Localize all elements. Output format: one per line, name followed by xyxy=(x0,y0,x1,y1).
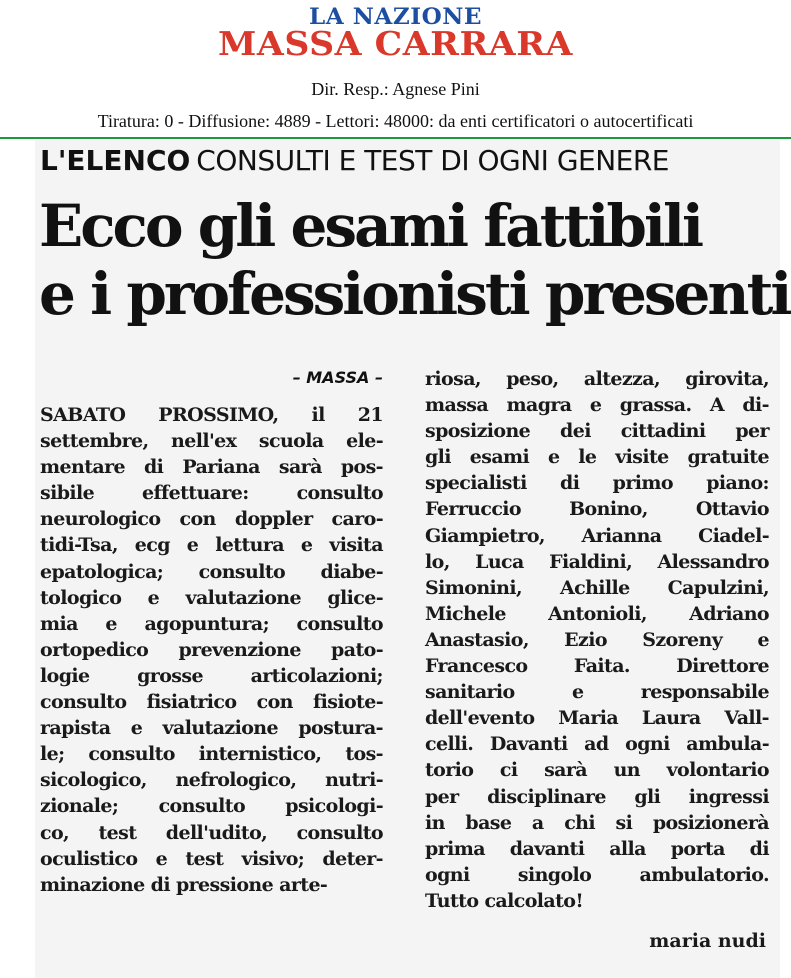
body-line: ogni singolo ambulatorio. xyxy=(425,863,769,886)
director-line: Dir. Resp.: Agnese Pini xyxy=(311,79,480,99)
body-line: oculistico e test visivo; deter- xyxy=(40,847,383,870)
body-line: tidi-Tsa, ecg e lettura e visita xyxy=(40,534,383,557)
headline-line: e i professionisti presenti xyxy=(39,260,790,328)
body-line: dell'evento Maria Laura Vall- xyxy=(425,707,769,730)
body-line: logie grosse articolazioni; xyxy=(40,664,383,687)
body-line: specialisti di primo piano: xyxy=(425,472,769,495)
body-line: zionale; consulto psicologi- xyxy=(40,795,383,818)
body-line: sposizione dei cittadini per xyxy=(425,420,769,443)
body-line: sibile effettuare: consulto xyxy=(40,482,383,505)
body-column-left xyxy=(40,402,383,898)
body-line: ortopedico prevenzione pato- xyxy=(40,638,383,661)
body-line: in base a chi si posizionerà xyxy=(425,811,769,834)
body-line: prima davanti alla porta di xyxy=(425,837,769,860)
circulation-line: Tiratura: 0 - Diffusione: 4889 - Lettori: 48000: da enti certificatori o autocertificati xyxy=(97,111,694,131)
body-line: gli esami e le visite gratuite xyxy=(425,446,769,469)
green-rule xyxy=(0,137,791,139)
body-line: Tutto calcolato! xyxy=(425,889,584,912)
body-line: Michele Antonioli, Adriano xyxy=(425,602,769,625)
article-kicker xyxy=(40,144,669,177)
body-line: Anastasio, Ezio Szoreny e xyxy=(425,628,769,651)
body-line: settembre, nell'ex scuola ele- xyxy=(40,430,383,453)
body-line: neurologico con doppler caro- xyxy=(40,508,383,531)
body-line: torio ci sarà un volontario xyxy=(425,759,769,782)
body-line: rapista e valutazione postura- xyxy=(40,717,383,740)
article-clipping xyxy=(35,140,790,978)
dateline: – MASSA – xyxy=(292,368,383,387)
body-line: Simonini, Achille Capulzini, xyxy=(425,576,769,599)
headline-line: Ecco gli esami fattibili xyxy=(39,192,702,260)
body-line: tologico e valutazione glice- xyxy=(40,586,383,609)
article-headline xyxy=(39,192,790,328)
body-line: celli. Davanti ad ogni ambula- xyxy=(425,733,769,756)
body-line: riosa, peso, altezza, girovita, xyxy=(425,368,769,390)
body-line: SABATO PROSSIMO, il 21 xyxy=(40,404,383,426)
body-line: lo, Luca Fialdini, Alessandro xyxy=(425,550,769,573)
newspaper-logo-top: LA NAZIONE xyxy=(308,4,483,30)
newspaper-logo-main: MASSA CARRARA xyxy=(218,24,573,63)
body-line: Giampietro, Arianna Ciadel- xyxy=(425,524,769,547)
body-line: Francesco Faita. Direttore xyxy=(425,655,769,678)
author-signature: maria nudi xyxy=(649,930,766,952)
body-line: epatologica; consulto diabe- xyxy=(40,560,383,583)
body-line: Ferruccio Bonino, Ottavio xyxy=(425,498,769,521)
body-line: per disciplinare gli ingressi xyxy=(425,785,769,808)
kicker-strong: L'ELENCO xyxy=(40,144,191,177)
body-line: mentare di Pariana sarà pos- xyxy=(40,456,383,479)
body-line: massa magra e grassa. A di- xyxy=(425,394,769,417)
body-line: sanitario e responsabile xyxy=(425,681,769,704)
body-line: sicologico, nefrologico, nutri- xyxy=(40,769,383,792)
body-line: le; consulto internistico, tos- xyxy=(40,743,383,766)
body-line: mia e agopuntura; consulto xyxy=(40,612,383,635)
kicker-rest: CONSULTI E TEST DI OGNI GENERE xyxy=(196,144,669,177)
body-line: co, test dell'udito, consulto xyxy=(40,821,383,844)
body-column-right xyxy=(425,366,769,914)
body-line: consulto fisiatrico con fisiote- xyxy=(40,691,383,714)
body-line: minazione di pressione arte- xyxy=(40,873,328,896)
